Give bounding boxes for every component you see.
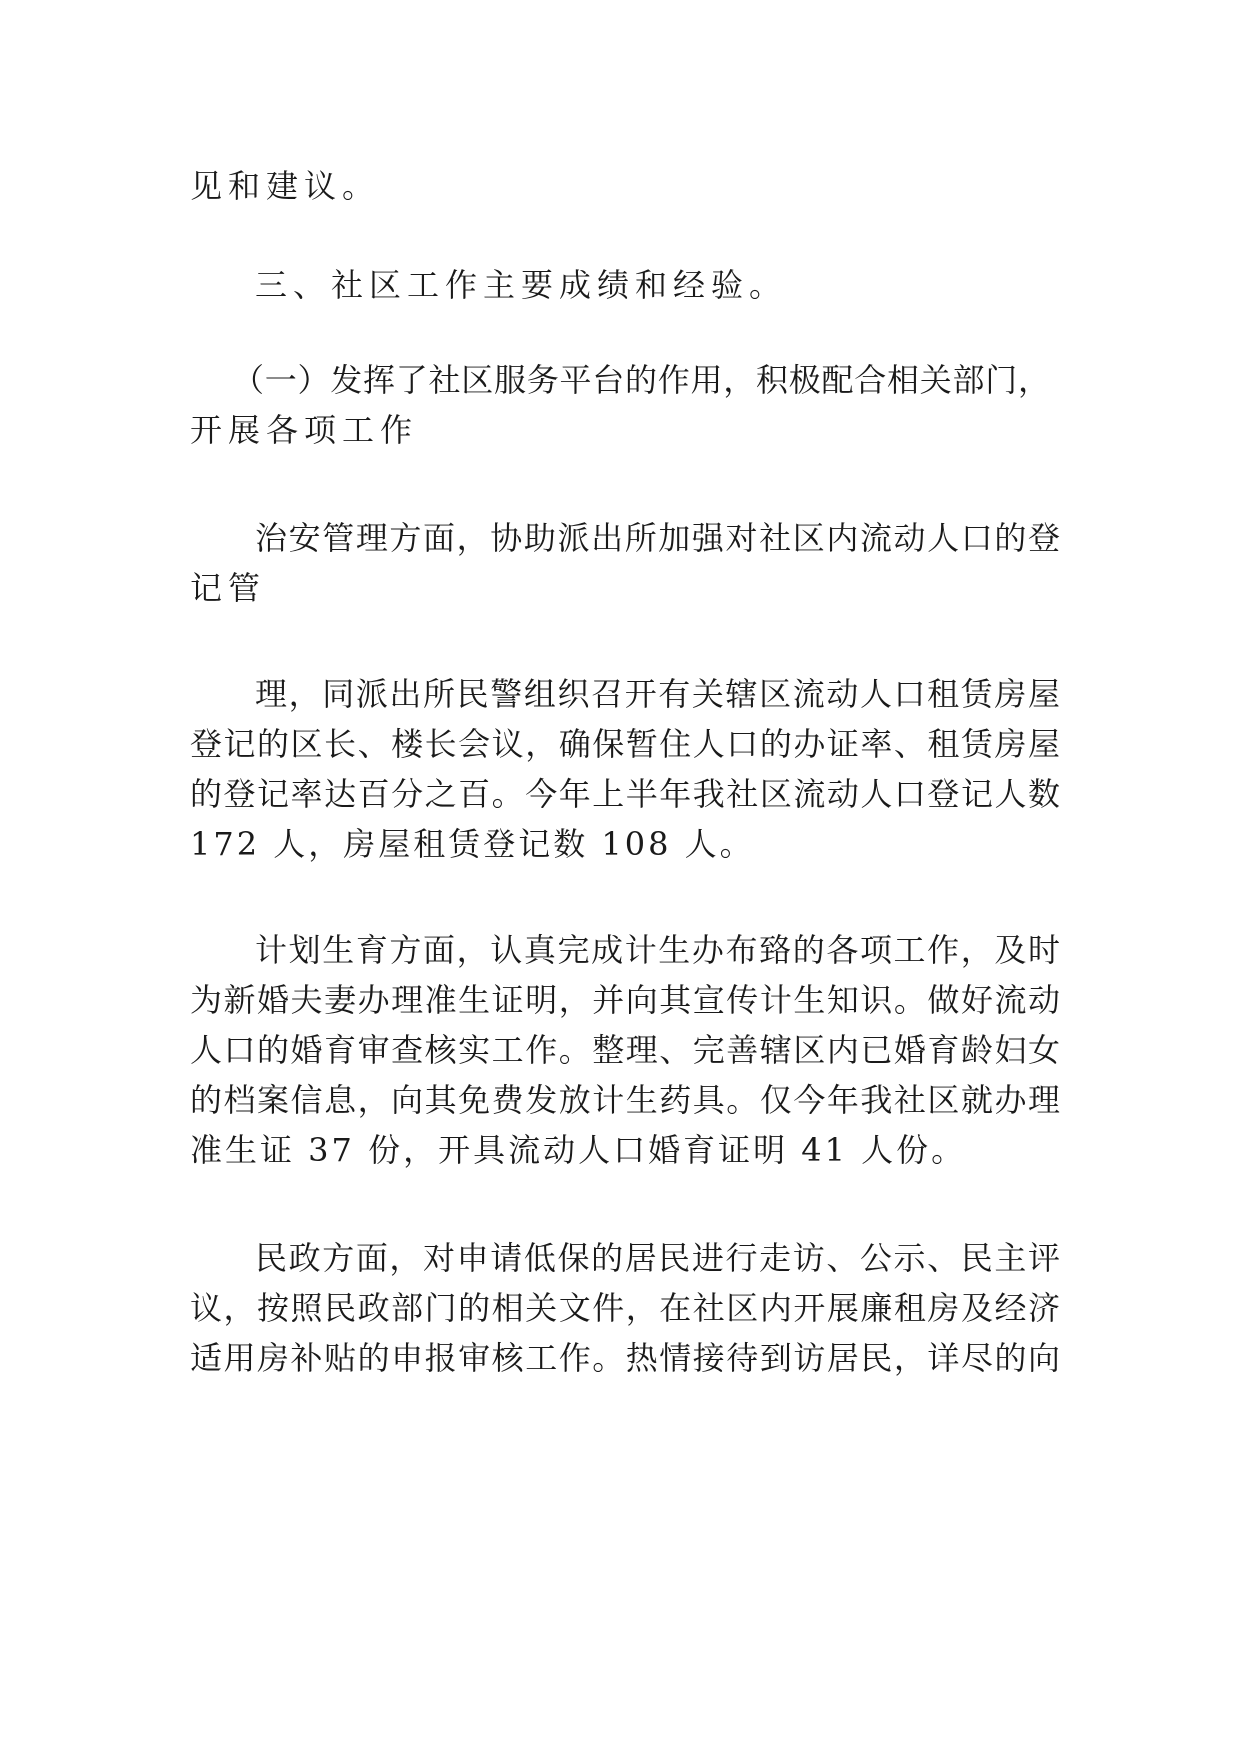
paragraph-line: 民政方面，对申请低保的居民进行走访、公示、民主评 — [255, 1239, 1060, 1277]
subsection-heading: （一）发挥了社区服务平台的作用，积极配合相关部门， — [232, 361, 1050, 399]
paragraph-line: 172 人，房屋租赁登记数 108 人。 — [190, 825, 755, 863]
paragraph-line: 的档案信息，向其免费发放计生药具。仅今年我社区就办理 — [190, 1081, 1060, 1119]
paragraph-line: 记管 — [190, 569, 267, 607]
subsection-heading-continued: 开展各项工作 — [190, 411, 419, 449]
paragraph-line: 的登记率达百分之百。今年上半年我社区流动人口登记人数 — [190, 775, 1060, 813]
paragraph-line: 治安管理方面，协助派出所加强对社区内流动人口的登 — [255, 519, 1060, 557]
paragraph-line: 适用房补贴的申报审核工作。热情接待到访居民，详尽的向 — [190, 1339, 1060, 1377]
paragraph-line: 准生证 37 份，开具流动人口婚育证明 41 人份。 — [190, 1131, 967, 1169]
paragraph-line: 为新婚夫妻办理准生证明，并向其宣传计生知识。做好流动 — [190, 981, 1060, 1019]
paragraph-line: 人口的婚育审查核实工作。整理、完善辖区内已婚育龄妇女 — [190, 1031, 1060, 1069]
paragraph-line: 登记的区长、楼长会议，确保暂住人口的办证率、租赁房屋 — [190, 725, 1060, 763]
paragraph-line: 理，同派出所民警组织召开有关辖区流动人口租赁房屋 — [255, 675, 1060, 713]
section-heading: 三、社区工作主要成绩和经验。 — [255, 266, 788, 304]
text-line: 见和建议。 — [190, 167, 381, 205]
paragraph-line: 议，按照民政部门的相关文件，在社区内开展廉租房及经济 — [190, 1289, 1060, 1327]
paragraph-line: 计划生育方面，认真完成计生办布臵的各项工作，及时 — [255, 931, 1060, 969]
